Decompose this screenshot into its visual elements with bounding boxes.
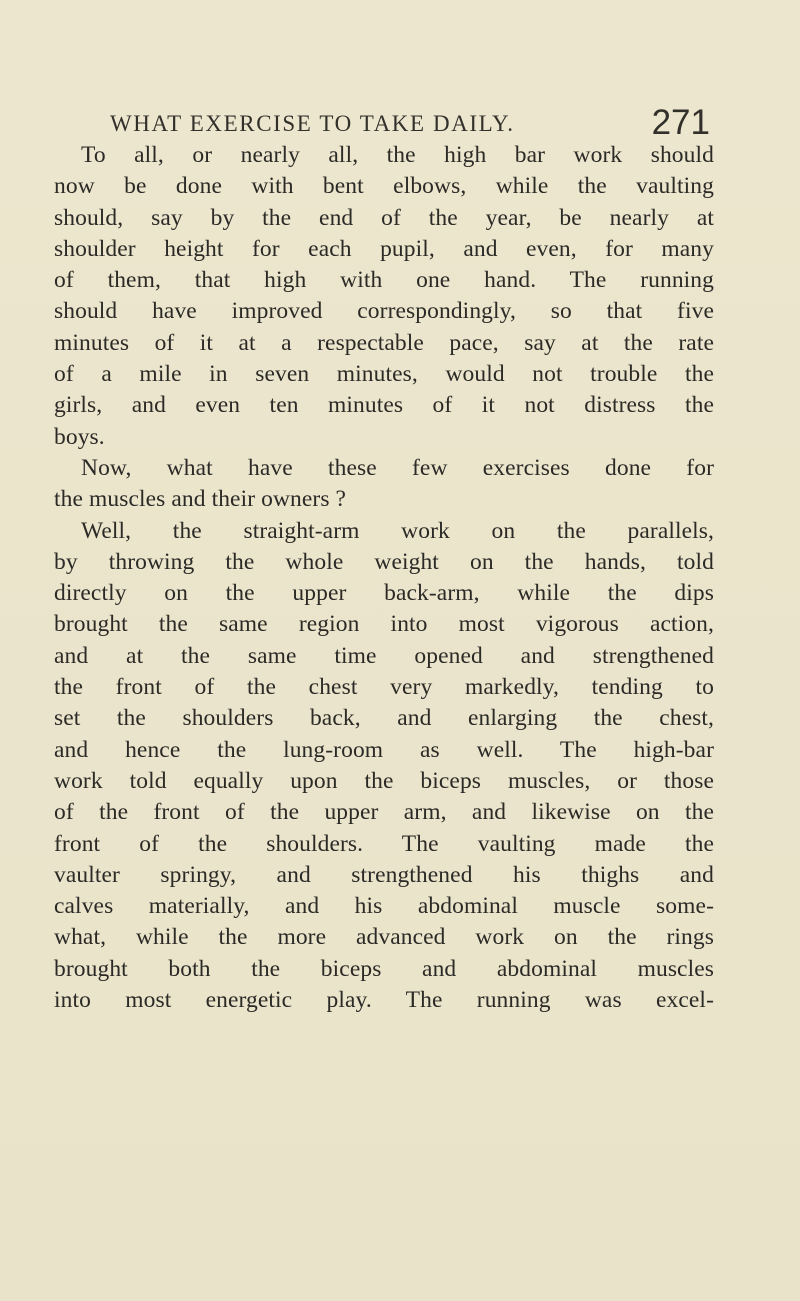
text-line: should, say by the end of the year, be nearly at bbox=[54, 204, 714, 231]
text-line: and at the same time opened and strengthened bbox=[54, 642, 714, 669]
text-line: the muscles and their owners ? bbox=[54, 486, 347, 513]
text-line: vaulter springy, and strengthened his thighs and bbox=[54, 861, 714, 888]
text-line: should have improved correspondingly, so that five bbox=[54, 298, 714, 325]
text-line: girls, and even ten minutes of it not distress the bbox=[54, 392, 714, 419]
page-number: 271 bbox=[651, 103, 710, 142]
text-line: calves materially, and his abdominal muscle some- bbox=[54, 893, 714, 920]
text-line: work told equally upon the biceps muscles, or those bbox=[54, 767, 714, 794]
text-line: into most energetic play. The running was excel- bbox=[54, 987, 714, 1014]
text-line: Now, what have these few exercises done for bbox=[81, 454, 714, 481]
text-line: now be done with bent elbows, while the vaulting bbox=[54, 173, 714, 200]
text-line: To all, or nearly all, the high bar work should bbox=[81, 142, 714, 168]
text-line: set the shoulders back, and enlarging the chest, bbox=[54, 705, 714, 732]
page-header bbox=[110, 103, 710, 143]
text-line: brought both the biceps and abdominal muscles bbox=[54, 955, 714, 982]
text-line: by throwing the whole weight on the hands, told bbox=[54, 548, 714, 575]
text-line: of the front of the upper arm, and likewise on the bbox=[54, 799, 714, 826]
text-line: minutes of it at a respectable pace, say at the rate bbox=[54, 329, 714, 356]
body-text bbox=[54, 140, 714, 1016]
text-line: of a mile in seven minutes, would not trouble the bbox=[54, 361, 714, 388]
text-line: front of the shoulders. The vaulting made the bbox=[54, 830, 714, 857]
text-line: directly on the upper back-arm, while the dips bbox=[54, 580, 714, 607]
text-line: what, while the more advanced work on the rings bbox=[54, 924, 714, 951]
text-line: and hence the lung-room as well. The high-bar bbox=[54, 736, 714, 763]
text-line: boys. bbox=[54, 423, 105, 450]
text-line: brought the same region into most vigorous action, bbox=[54, 611, 714, 638]
text-line: Well, the straight-arm work on the parallels, bbox=[81, 517, 714, 544]
running-head: WHAT EXERCISE TO TAKE DAILY. bbox=[110, 111, 515, 136]
text-line: shoulder height for each pupil, and even, for many bbox=[54, 235, 714, 262]
text-line: of them, that high with one hand. The running bbox=[54, 267, 714, 294]
text-line: the front of the chest very markedly, tending to bbox=[54, 674, 714, 701]
